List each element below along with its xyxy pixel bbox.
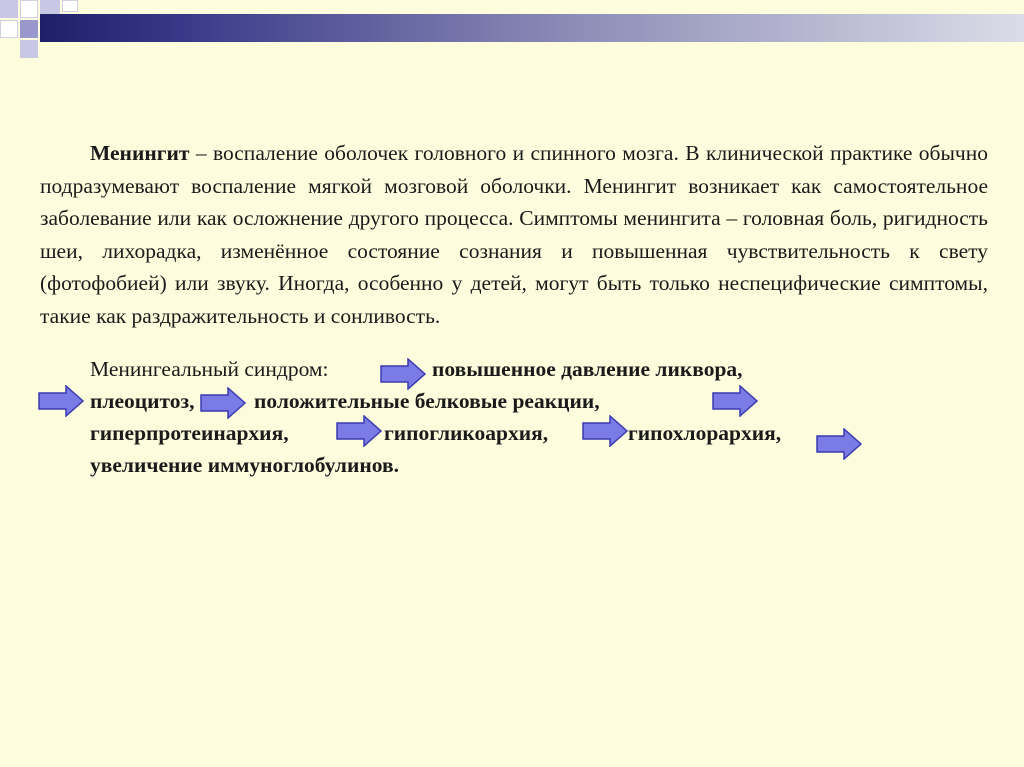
decor-square-icon	[40, 0, 60, 14]
right-arrow-icon	[582, 415, 628, 447]
right-arrow-icon	[336, 415, 382, 447]
syndrome-label: Менингеальный синдром:	[90, 357, 329, 381]
right-arrow-icon	[712, 385, 758, 417]
term-meningitis: Менингит	[90, 141, 190, 165]
title-bar	[40, 14, 1024, 42]
syndrome-item-hypoglycoarchia: гипогликоархия,	[384, 421, 549, 445]
decor-square-icon	[62, 0, 78, 12]
syndrome-item-pleocytosis: плеоцитоз,	[90, 389, 195, 413]
syndrome-item-immunoglobulins: увеличение иммуноглобулинов.	[90, 453, 399, 477]
syndrome-item-protein-reactions: положительные белковые реакции,	[254, 389, 600, 413]
definition-paragraph	[40, 137, 988, 332]
syndrome-item-pressure: повышенное давление ликвора,	[432, 357, 743, 381]
right-arrow-icon	[200, 387, 246, 419]
right-arrow-icon	[38, 385, 84, 417]
decor-square-icon	[0, 0, 18, 18]
decor-square-icon	[20, 40, 38, 58]
right-arrow-icon	[380, 358, 426, 390]
syndrome-item-hypochlorarchia: гипохлорархия,	[628, 421, 782, 445]
decor-square-icon	[0, 20, 18, 38]
syndrome-item-hyperproteinarchia: гиперпротеинархия,	[90, 421, 289, 445]
definition-text: – воспаление оболочек головного и спинного мозга. В клинической практике обычно подразумевают воспаление мягкой мозговой оболочки. Менингит возникает как самостоятельное заболевание или как осложнение другого процесса. Симптомы менингита – головная боль, ригидность шеи, лихорадка, изменённое состояние сознания и повышенная чувствительность к свету (фотофобией) или звуку. Иногда, особенно у детей, могут быть только неспецифические симптомы, такие как раздражительность и сонливость.	[40, 141, 988, 328]
right-arrow-icon	[816, 428, 862, 460]
decor-square-icon	[20, 0, 38, 18]
decor-square-icon	[20, 20, 38, 38]
